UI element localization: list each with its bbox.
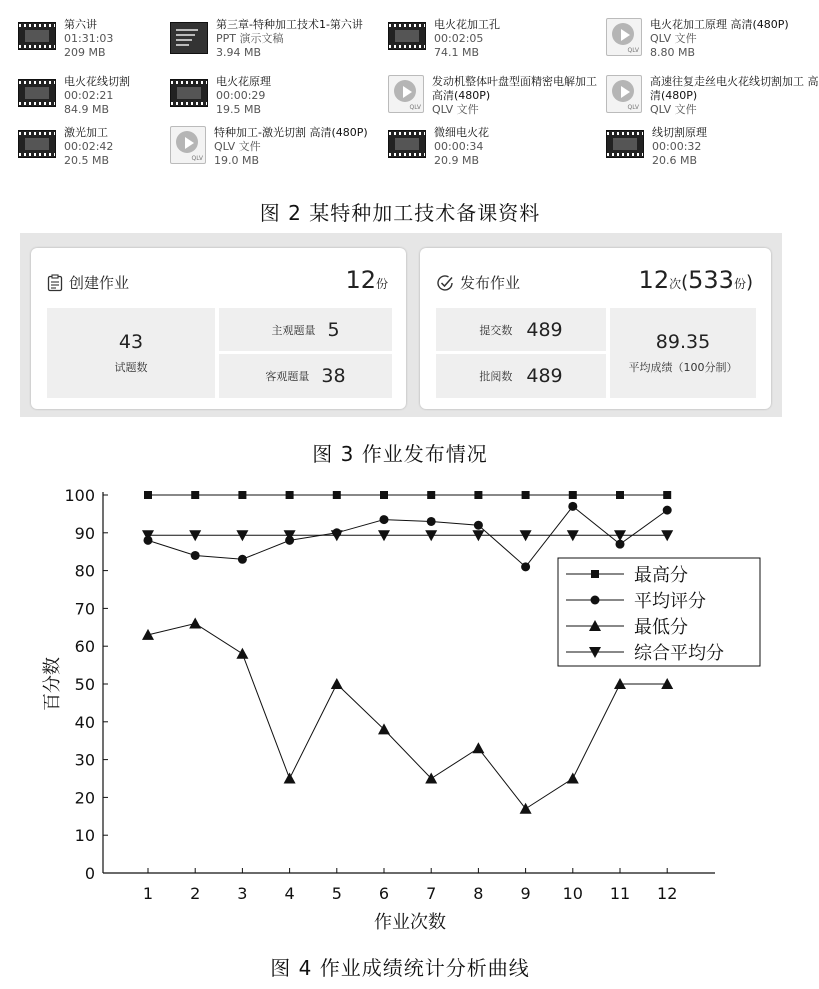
file-meta: 00:00:29 [216,89,266,102]
x-tick-label: 10 [562,884,583,903]
file-item[interactable] [388,126,489,168]
data-point-3 [472,530,484,541]
publish-assignment-card[interactable] [420,248,771,409]
file-item[interactable] [18,75,130,117]
file-info [216,75,271,117]
file-item[interactable] [388,75,597,117]
subjective-value: 5 [327,318,340,341]
file-item[interactable] [606,75,819,117]
y-tick-label: 10 [74,826,95,846]
data-point-2 [189,618,201,629]
y-tick-label: 90 [74,523,95,543]
question-total-value: 43 [118,331,144,353]
file-name: 电火花加工孔 [434,18,500,31]
file-size: 3.94 MB [216,46,262,59]
file-meta: QLV 文件 [650,32,697,45]
data-point-1 [474,521,483,530]
y-tick-label: 40 [74,712,95,732]
file-name: 微细电火花 [434,126,489,139]
data-point-3 [425,530,437,541]
file-name: 激光加工 [64,126,108,139]
average-score-label: 平均成绩（100分制） [628,361,738,374]
file-info [64,75,130,117]
video-thumbnail-icon [388,22,426,50]
create-assignment-card[interactable] [31,248,406,409]
data-point-0 [191,491,199,499]
file-item[interactable] [170,75,271,117]
data-point-3 [520,530,532,541]
ppt-file-icon [170,22,208,54]
file-info [652,126,707,168]
qlv-play-icon: QLV [606,75,642,113]
file-name-continued: 高清(480P) [432,89,491,102]
clipboard-icon [47,274,63,292]
file-info [650,18,789,60]
x-tick-label: 7 [426,884,437,903]
y-axis-label: 百分数 [42,657,63,711]
x-axis-label: 作业次数 [374,912,446,933]
x-tick-label: 8 [473,884,484,903]
y-tick-label: 20 [74,788,95,808]
data-point-1 [380,515,389,524]
file-name: 电火花加工原理 高清(480P) [650,18,789,31]
score-chart [0,470,800,940]
legend-marker-0 [591,570,599,578]
file-size: 84.9 MB [64,103,110,116]
data-point-2 [284,773,296,784]
file-meta: 00:02:42 [64,140,114,153]
file-name: 线切割原理 [652,126,707,139]
data-point-1 [427,517,436,526]
publish-assignment-header [436,272,520,293]
y-tick-label: 80 [74,561,95,581]
data-point-3 [236,530,248,541]
data-point-0 [663,491,671,499]
data-point-3 [614,530,626,541]
legend-label-0: 最高分 [634,565,688,586]
data-point-0 [427,491,435,499]
file-info [64,18,113,60]
y-tick-label: 30 [74,750,95,770]
file-meta: 01:31:03 [64,32,114,45]
x-tick-label: 1 [142,884,154,903]
publish-count: 12次(533份) [638,266,753,294]
file-name: 高速往复走丝电火花线切割加工 高 [650,75,819,88]
file-meta: 00:02:05 [434,32,484,45]
create-assignment-title: 创建作业 [69,274,130,292]
data-point-1 [521,562,530,571]
x-tick-label: 4 [284,884,295,903]
data-point-0 [616,491,624,499]
legend-marker-1 [591,596,600,605]
figure-3-caption: 图 3 作业发布情况 [312,442,488,466]
y-tick-label: 0 [84,864,95,883]
data-point-3 [378,530,390,541]
video-thumbnail-icon [388,130,426,158]
data-point-3 [567,530,579,541]
legend-label-3: 综合平均分 [634,643,724,664]
x-tick-label: 2 [190,884,201,903]
data-point-0 [474,491,482,499]
x-tick-label: 5 [331,884,342,903]
file-info [216,18,363,60]
data-point-2 [236,648,248,659]
y-tick-label: 70 [74,599,95,619]
file-name-continued: 清(480P) [650,89,698,102]
y-tick-label: 60 [74,637,95,657]
file-info [214,126,368,168]
question-total-cell [47,308,215,398]
data-point-1 [238,555,247,564]
x-tick-label: 12 [657,884,678,903]
video-thumbnail-icon [18,130,56,158]
file-name: 发动机整体叶盘型面精密电解加工 [432,75,597,88]
file-size: 8.80 MB [650,46,696,59]
file-name: 第三章-特种加工技术1-第六讲 [216,18,363,31]
average-score-cell [610,308,756,398]
file-info [64,126,113,168]
file-item[interactable] [170,126,368,168]
file-meta: QLV 文件 [432,103,479,116]
create-assignment-header [47,272,129,293]
subjective-label: 主观题量 [271,323,316,337]
x-tick-label: 3 [237,884,248,903]
video-thumbnail-icon [170,79,208,107]
legend-label-2: 最低分 [634,617,688,638]
file-meta: QLV 文件 [214,140,261,153]
data-point-1 [568,502,577,511]
objective-cell [219,354,392,398]
x-tick-label: 9 [520,884,531,903]
video-thumbnail-icon [18,79,56,107]
data-point-1 [191,551,200,560]
data-point-3 [189,530,201,541]
create-count: 12份 [345,266,388,294]
objective-value: 38 [321,365,346,387]
data-point-0 [286,491,294,499]
file-meta: PPT 演示文稿 [216,32,284,45]
question-total-label: 试题数 [114,361,148,374]
reviewed-label: 批阅数 [479,370,513,383]
data-point-0 [569,491,577,499]
file-info [650,75,819,117]
file-name: 特种加工-激光切割 高清(480P) [214,126,368,139]
submitted-cell [436,308,606,351]
x-tick-label: 6 [378,884,390,903]
y-tick-label: 100 [64,486,95,505]
data-point-0 [380,491,388,499]
file-info [432,75,597,117]
file-name: 第六讲 [64,18,97,31]
qlv-play-icon: QLV [170,126,206,164]
video-thumbnail-icon [606,130,644,158]
submitted-label: 提交数 [479,323,513,337]
file-name: 电火花线切割 [64,75,130,88]
assignment-panel [20,233,782,417]
video-thumbnail-icon [18,22,56,50]
legend-label-1: 平均评分 [634,591,706,612]
figure-2-caption: 图 2 某特种加工技术备课资料 [259,201,541,225]
file-size: 19.5 MB [216,103,262,116]
reviewed-cell [436,354,606,398]
file-size: 20.5 MB [64,154,110,167]
data-point-3 [331,530,343,541]
file-size: 20.6 MB [652,154,698,167]
file-size: 74.1 MB [434,46,480,59]
data-point-0 [238,491,246,499]
file-meta: 00:02:21 [64,89,114,102]
data-point-3 [661,530,673,541]
qlv-play-icon: QLV [388,75,424,113]
file-info [434,126,489,168]
file-size: 209 MB [64,46,106,59]
data-point-0 [333,491,341,499]
check-circle-icon [436,274,454,292]
publish-assignment-title: 发布作业 [460,274,521,292]
file-item[interactable] [606,126,707,168]
objective-label: 客观题量 [265,370,310,383]
file-name: 电火花原理 [216,75,271,88]
data-point-0 [522,491,530,499]
data-point-1 [663,506,672,515]
file-item[interactable] [170,18,363,60]
data-point-2 [567,773,579,784]
file-item[interactable] [18,18,113,60]
reviewed-value: 489 [526,365,563,387]
file-item[interactable] [606,18,789,60]
file-meta: 00:00:34 [434,140,484,153]
file-info [434,18,500,60]
data-point-2 [472,742,484,753]
data-point-2 [331,678,343,689]
file-item[interactable] [388,18,500,60]
average-score-value: 89.35 [655,331,711,353]
file-meta: QLV 文件 [650,103,697,116]
y-tick-label: 50 [74,675,95,694]
subjective-cell [219,308,392,351]
figure-4-caption: 图 4 作业成绩统计分析曲线 [270,956,530,980]
file-item[interactable] [18,126,113,168]
file-meta: 00:00:32 [652,140,702,153]
file-size: 19.0 MB [214,154,260,167]
file-size: 20.9 MB [434,154,480,167]
submitted-value: 489 [526,318,563,341]
data-point-0 [144,491,152,499]
data-point-2 [520,803,532,814]
file-list [0,0,819,180]
x-tick-label: 11 [609,884,631,903]
qlv-play-icon: QLV [606,18,642,56]
